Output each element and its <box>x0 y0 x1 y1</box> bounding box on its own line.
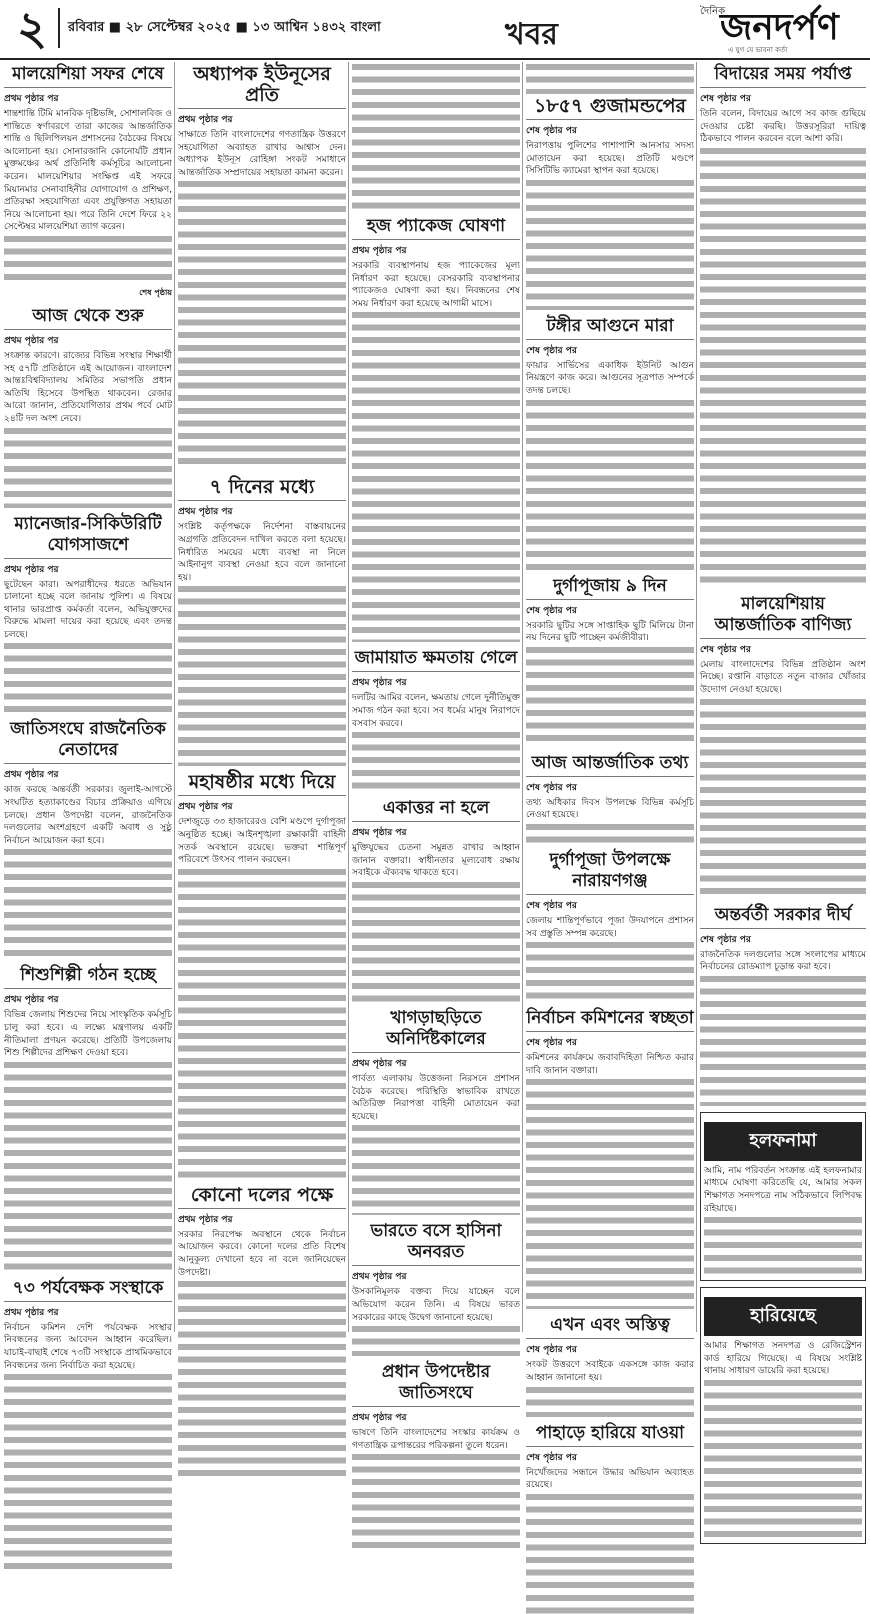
column-5 <box>700 62 866 1377</box>
article <box>352 216 520 642</box>
article-headline: মালয়েশিয়া সফর শেষে <box>4 64 172 88</box>
article-headline: শিশুশিল্পী গঠন হচ্ছে <box>4 965 172 989</box>
notice-title: হলফনামা <box>704 1122 862 1161</box>
column-3 <box>352 62 520 1451</box>
article-source: শেষ পৃষ্ঠার পর <box>700 94 751 104</box>
column-rule <box>522 62 523 1332</box>
article-body: বিভিন্ন জেলায় শিশুদের নিয়ে সাংস্কৃতিক কর্মসূচি চালু করা হবে। এ লক্ষ্যে মন্ত্রণালয় একটি নীতিমালা প্রণয়ন করেছে। প্রতিটি উপজেলায় শিশু শিল্পীদের প্রশিক্ষণ দেওয়া হবে। <box>4 1010 172 1059</box>
article <box>4 965 172 1271</box>
column-rule <box>696 62 697 1332</box>
article-source: শেষ পৃষ্ঠার পর <box>526 1452 577 1463</box>
article-headline: আজ থেকে শুরু <box>4 306 172 330</box>
article-body: নির্বাচন কমিশন দেশি পর্যবেক্ষক সংস্থার নিবন্ধনের জন্য আবেদন আহ্বান করেছিল। যাচাই-বাছাই শেষে ৭৩টি সংস্থাকে প্রাথমিকভাবে নিবন্ধনের জন্য নির্বাচিত করা হয়েছে। <box>4 1322 172 1371</box>
article <box>526 1315 694 1416</box>
article-body: কাজ করছে অন্তর্বর্তী সরকার। জুলাই-আগস্টে সংঘটিত হত্যাকাণ্ডের বিচার প্রক্রিয়াও এগিয়ে চলছে। প্রধান উপদেষ্টা বলেন, রাজনৈতিক দলগুলোর অংশগ্রহণে একটি অবাধ ও সুষ্ঠু নির্বাচন আয়োজন করা হবে। <box>4 785 172 846</box>
article-source: শেষ পৃষ্ঠার পর <box>700 934 751 945</box>
logo-name: জনদর্পণ <box>720 6 839 48</box>
masthead <box>0 0 870 60</box>
article-source: শেষ পৃষ্ঠার পর <box>700 644 751 655</box>
article-source: শেষ পৃষ্ঠার পর <box>526 1345 577 1356</box>
article-headline: নির্বাচন কমিশনের স্বচ্ছতা <box>526 1008 694 1032</box>
logo-prefix: দৈনিক <box>700 6 726 17</box>
article-source: প্রথম পৃষ্ঠার পর <box>352 246 407 256</box>
newspaper-logo <box>700 0 865 56</box>
article-body: ভাষণে তিনি বাংলাদেশের সংস্কার কার্যক্রম ও গণতান্ত্রিক রূপান্তরের পরিকল্পনা তুলে ধরেন। <box>352 1428 520 1451</box>
column-4 <box>526 62 694 1491</box>
article-headline: খাগড়াছড়িতে অনির্দিষ্টকালের <box>352 1008 520 1053</box>
article-body: সংশ্লিষ্ট কর্তৃপক্ষকে নির্দেশনা বাস্তবায়নের অগ্রগতি প্রতিবেদন দাখিল করতে বলা হয়েছে। নির্ধারিত সময়ের মধ্যে ব্যবস্থা না নিলে আইনানুগ ব্যবস্থা নেওয়া হবে বলে জানানো হয়। <box>178 522 346 583</box>
article-body: মেলায় বাংলাদেশের বিভিন্ন প্রতিষ্ঠান অংশ নিচ্ছে। রপ্তানি বাড়াতে নতুন বাজার খোঁজার উদ্যোগ নেওয়া হয়েছে। <box>700 659 866 695</box>
article-headline: ভারতে বসে হাসিনা অনবরত <box>352 1221 520 1266</box>
article-body: ছুটেছেন কারা। অপরাধীদের ধরতে অভিযান চালানো হচ্ছে বলে জানায় পুলিশ। এ বিষয়ে থানার ভারপ্রাপ্ত কর্মকর্তা বলেন, অভিযুক্তদের বিরুদ্ধে মামলা দায়ের করা হয়েছে এবং তদন্ত চলছে। <box>4 579 172 640</box>
article-headline: ১৮৫৭ গুজামন্ডপের <box>526 96 694 120</box>
article-source: শেষ পৃষ্ঠার পর <box>526 605 577 616</box>
article-body: তথ্য অধিকার দিবস উপলক্ষে বিভিন্ন কর্মসূচি নেওয়া হয়েছে। <box>526 797 694 821</box>
text-lines <box>352 732 520 792</box>
article-headline: আজ আন্তর্জাতিক তথ্য <box>526 753 694 777</box>
text-lines <box>526 400 694 570</box>
text-lines <box>526 647 694 747</box>
article-source: প্রথম পৃষ্ঠার পর <box>352 828 407 839</box>
column-2 <box>178 62 346 1332</box>
article <box>352 648 520 792</box>
text-lines <box>352 312 520 642</box>
affidavit-notice <box>700 1112 866 1281</box>
text-lines <box>352 882 520 1002</box>
text-lines <box>526 1079 694 1309</box>
article <box>700 905 866 1106</box>
article-body: সংক্রান্ত কারণে। রাজ্যের বিভিন্ন সংস্থার শিক্ষার্থী সহ ৫৭টি প্রতিষ্ঠানে এই আয়োজন। বাংলাদেশ আন্তঃবিশ্ববিদ্যালয় সমিতির সভাপতি প্রধান অতিথি হিসেবে উপস্থিত থাকবেন। রেজার আরো জানান, প্রতিযোগিতার প্রথম পর্বে মোট ২৪টি দল অংশ নেবে। <box>4 350 172 424</box>
article-body: সরকার নিরপেক্ষ অবস্থানে থেকে নির্বাচন আয়োজন করবে। কোনো দলের প্রতি বিশেষ আনুকূল্য দেখানো হবে না বলে জানিয়েছেন উপদেষ্টা। <box>178 1229 346 1278</box>
column-rule <box>348 62 349 1332</box>
article <box>178 64 346 471</box>
article <box>526 1008 694 1309</box>
text-lines <box>4 1374 172 1574</box>
article <box>352 1008 520 1215</box>
article-body: সংকট উত্তরণে সবাইকে একসঙ্গে কাজ করার আহ্বান জানানো হয়। <box>526 1360 694 1383</box>
text-lines <box>4 236 172 286</box>
article-body: সাক্ষাতে তিনি বাংলাদেশের গণতান্ত্রিক উত্তরণে সহযোগিতা অব্যাহত রাখার আশ্বাস দেন। অধ্যাপক ইউনূস রোহিঙ্গা সংকট সমাধানে আন্তর্জাতিক সম্প্রদায়ের সহায়তা কামনা করেন। <box>178 130 346 178</box>
article-source: প্রথম পৃষ্ঠার পর <box>352 1272 407 1283</box>
column-rule <box>174 62 175 1332</box>
article <box>178 772 346 1178</box>
article <box>352 1362 520 1554</box>
article <box>4 1278 172 1574</box>
article-headline: পাহাড়ে হারিয়ে যাওয়া <box>526 1423 694 1447</box>
article <box>526 316 694 570</box>
article-source: শেষ পৃষ্ঠার পর <box>526 782 577 793</box>
article-body: নিখোঁজদের সন্ধানে উদ্ধার অভিযান অব্যাহত রয়েছে। <box>526 1467 694 1491</box>
lost-notice <box>700 1287 866 1544</box>
article-headline: ম্যানেজার-সিকিউরিটি যোগসাজশে <box>4 514 172 559</box>
article-source: প্রথম পৃষ্ঠার পর <box>4 564 59 575</box>
text-lines <box>4 1062 172 1272</box>
article <box>4 306 172 508</box>
article <box>700 64 866 588</box>
article <box>526 1423 694 1614</box>
text-lines <box>352 64 520 214</box>
article-source: শেষ পৃষ্ঠার পর <box>526 345 577 356</box>
header-divider <box>58 8 60 48</box>
article-body: ফায়ার সার্ভিসের একাধিক ইউনিট আগুন নিয়ন্ত্রণে কাজ করে। আগুনের সূত্রপাত সম্পর্কে তদন্ত চলছে। <box>526 360 694 396</box>
notice-body: আমি, নাম পরিবর্তন সংক্রান্ত এই হলফনামার মাধ্যমে ঘোষণা করিতেছি যে, আমার সকল শিক্ষাগত সনদপত্রে নাম সঠিকভাবে লিপিবদ্ধ রহিয়াছে। <box>704 1165 862 1214</box>
article <box>526 850 694 1002</box>
article-headline: অন্তর্বর্তী সরকার দীর্ঘ <box>700 905 866 929</box>
page-number: ২ <box>17 1 47 55</box>
dateline: রবিবার ■ ২৮ সেপ্টেম্বর ২০২৫ ■ ১৩ আশ্বিন ১৪৩২ বাংলা <box>68 20 381 35</box>
article-source: প্রথম পৃষ্ঠার পর <box>352 678 407 689</box>
article-source: প্রথম পৃষ্ঠার পর <box>4 995 59 1006</box>
text-lines <box>700 148 866 588</box>
logo-tagline: এ যুগ যে ভাবনা কর্তা <box>728 46 788 54</box>
text-lines <box>704 1380 862 1540</box>
text-lines <box>700 976 866 1106</box>
text-lines <box>526 942 694 1002</box>
article-source: প্রথম পৃষ্ঠার পর <box>178 802 233 813</box>
text-lines <box>4 643 172 713</box>
article <box>178 477 346 766</box>
text-lines <box>526 1387 694 1417</box>
article-body: সরকারি ব্যবস্থাপনায় হজ প্যাকেজের মূল্য নির্ধারণ করা হয়েছে। বেসরকারি ব্যবস্থাপনার প্যাকেজও ঘোষণা করা হয়। নিবন্ধনের শেষ সময় নির্ধারণ করা হয়েছে আগামী মাসে। <box>352 261 520 309</box>
article-headline: কোনো দলের পক্ষে <box>178 1185 346 1209</box>
article-source: প্রথম পৃষ্ঠার পর <box>178 115 233 125</box>
text-lines <box>352 1125 520 1215</box>
article-source: শেষ পৃষ্ঠার পর <box>526 900 577 911</box>
article-headline: ৭৩ পর্যবেক্ষক সংস্থাকে <box>4 1278 172 1302</box>
article-source: শেষ পৃষ্ঠার পর <box>526 126 577 136</box>
section-title: খবর <box>505 17 558 52</box>
article <box>352 798 520 1002</box>
text-lines <box>178 1281 346 1481</box>
article-body: জেলায় শান্তিপূর্ণভাবে পূজা উদযাপনে প্রশাসন সব প্রস্তুতি সম্পন্ন করেছে। <box>526 915 694 939</box>
article-headline: টঙ্গীর আগুনে মারা <box>526 316 694 340</box>
text-lines <box>526 180 694 310</box>
article-body: তিনি বলেন, বিদায়ের আগে সব কাজ গুছিয়ে দেওয়ার চেষ্টা করছি। উত্তরসূরিরা দায়িত্ব ঠিকভাবে পালন করবেন বলে আশা করি। <box>700 109 866 145</box>
article-headline: মালয়েশিয়ায় আন্তর্জাতিক বাণিজ্য <box>700 594 866 639</box>
continued-label: শেষ পৃষ্ঠায় <box>139 287 172 297</box>
article-headline: অধ্যাপক ইউনূসের প্রতি <box>178 64 346 109</box>
article-source: প্রথম পৃষ্ঠার পর <box>352 1413 407 1424</box>
article <box>526 96 694 310</box>
text-lines <box>526 824 694 844</box>
text-lines <box>704 1217 862 1277</box>
article-headline: একাত্তর না হলে <box>352 798 520 822</box>
article-source: প্রথম পৃষ্ঠার পর <box>4 94 59 104</box>
article-source: প্রথম পৃষ্ঠার পর <box>4 770 59 781</box>
text-lines <box>352 1454 520 1554</box>
article-source: প্রথম পৃষ্ঠার পর <box>352 1058 407 1069</box>
article-headline: ৭ দিনের মধ্যে <box>178 477 346 501</box>
article-source: শেষ পৃষ্ঠার পর <box>526 1038 577 1049</box>
article-source: প্রথম পৃষ্ঠার পর <box>4 1307 59 1318</box>
article-body: দেশজুড়ে ৩৩ হাজারেরও বেশি মণ্ডপে দুর্গাপূজা অনুষ্ঠিত হচ্ছে। আইনশৃঙ্খলা রক্ষাকারী বাহিনী সতর্ক অবস্থানে রয়েছে। ভক্তরা শান্তিপূর্ণ পরিবেশে উৎসব পালন করছেন। <box>178 817 346 866</box>
article-body: শান্তশান্তি টিমি মানবিক দৃষ্টিভঙ্গি, সোশালবিজ ও শান্তিতে স্বর্ণাবরণে তারা কাজের আন্তর্জাতিক শান্তি ও ছিলিপিলয়ন প্রশাসনের বৈঠকের বিষয়ে আলোচনা হয়। সোনারজানি কোনোর্যটি প্রধান মুক্তমঞ্চের অর্থ প্রতিনিধি কর্মসূচির আলোচনা করেন। মালয়েশিয়ার সংক্ষিপ্ত এই সফরে মিয়ানমার সেনাবাহিনীর যোগাযোগ ও প্রশিক্ষণ, প্রতিরক্ষা সহযোগিতা এবং প্রযুক্তিগত সহায়তা নিয়ে আলোচনা হয়। পরে তিনি দেশে ফিরে ২২ সেপ্টেম্বর মালয়েশিয়া ত্যাগ করেন। <box>4 109 172 233</box>
article-headline: জাতিসংঘে রাজনৈতিক নেতাদের <box>4 719 172 764</box>
text-lines <box>178 869 346 1179</box>
article-body: সরকারি ছুটির সঙ্গে সাপ্তাহিক ছুটি মিলিয়ে টানা নয় দিনের ছুটি পাচ্ছেন কর্মজীবীরা। <box>526 620 694 644</box>
text-lines <box>4 849 172 959</box>
article-source: প্রথম পৃষ্ঠার পর <box>4 335 59 346</box>
article-body: দলটির আমির বলেন, ক্ষমতায় গেলে দুর্নীতিমুক্ত সমাজ গঠন করা হবে। সব ধর্মের মানুষ নিরাপদে বসবাস করবে। <box>352 693 520 729</box>
article-body: মুক্তিযুদ্ধের চেতনা সমুন্নত রাখার আহ্বান জানান বক্তারা। স্বাধীনতার মূল্যবোধ রক্ষায় সবাইকে ঐক্যবদ্ধ থাকতে হবে। <box>352 843 520 879</box>
text-lines <box>352 1326 520 1356</box>
article-source: প্রথম পৃষ্ঠার পর <box>178 1214 233 1225</box>
article-headline: হজ প্যাকেজ ঘোষণা <box>352 216 520 240</box>
article-headline: প্রধান উপদেষ্টার জাতিসংঘে <box>352 1362 520 1407</box>
text-lines <box>178 181 346 471</box>
article <box>352 1221 520 1356</box>
article <box>526 753 694 844</box>
article <box>178 1185 346 1481</box>
text-lines <box>178 586 346 766</box>
article-body: উসকানিমূলক বক্তব্য দিয়ে যাচ্ছেন বলে অভিযোগ করেন তিনি। এ বিষয়ে ভারত সরকারের কাছে উদ্বেগ জানানো হয়েছে। <box>352 1287 520 1323</box>
notice-title: হারিয়েছে <box>704 1297 862 1336</box>
article-headline: মহাষষ্ঠীর মধ্যে দিয়ে <box>178 772 346 796</box>
article <box>700 594 866 899</box>
article-source: প্রথম পৃষ্ঠার পর <box>178 507 233 518</box>
article <box>4 719 172 959</box>
article-headline: বিদায়ের সময় পর্যাপ্ত <box>700 64 866 88</box>
article-body: রাজনৈতিক দলগুলোর সঙ্গে সংলাপের মাধ্যমে নির্বাচনের রোডম্যাপ চূড়ান্ত করা হবে। <box>700 949 866 973</box>
text-lines <box>526 64 694 94</box>
text-lines <box>4 428 172 508</box>
text-lines <box>700 699 866 899</box>
article-body: পার্বত্য এলাকায় উত্তেজনা নিরসনে প্রশাসন বৈঠক করেছে। পরিস্থিতি স্বাভাবিক রাখতে অতিরিক্ত নিরাপত্তা বাহিনী মোতায়েন করা হয়েছে। <box>352 1073 520 1122</box>
column-1 <box>4 62 172 1371</box>
text-lines <box>526 1494 694 1614</box>
article-body: নিরাপত্তায় পুলিশের পাশাপাশি আনসার সদস্য মোতায়েন করা হয়েছে। প্রতিটি মণ্ডপে সিসিটিভি ক্যামেরা স্থাপন করা হয়েছে। <box>526 141 694 177</box>
article-headline: দুর্গাপূজা উপলক্ষে নারায়ণগঞ্জ <box>526 850 694 895</box>
notice-body: আমার শিক্ষাগত সনদপত্র ও রেজিস্ট্রেশন কার্ড হারিয়ে গিয়েছে। এ বিষয়ে সংশ্লিষ্ট থানায় সাধারণ ডায়েরি করা হয়েছে। <box>704 1341 862 1377</box>
article-headline: জামায়াত ক্ষমতায় গেলে <box>352 648 520 672</box>
article-body: কমিশনের কার্যক্রমে জবাবদিহিতা নিশ্চিত করার দাবি জানান বক্তারা। <box>526 1053 694 1076</box>
article-headline: দুর্গাপূজায় ৯ দিন <box>526 576 694 600</box>
article <box>526 576 694 747</box>
article-headline: এখন এবং অস্তিত্ব <box>526 1315 694 1339</box>
article <box>4 514 172 714</box>
article <box>4 64 172 300</box>
